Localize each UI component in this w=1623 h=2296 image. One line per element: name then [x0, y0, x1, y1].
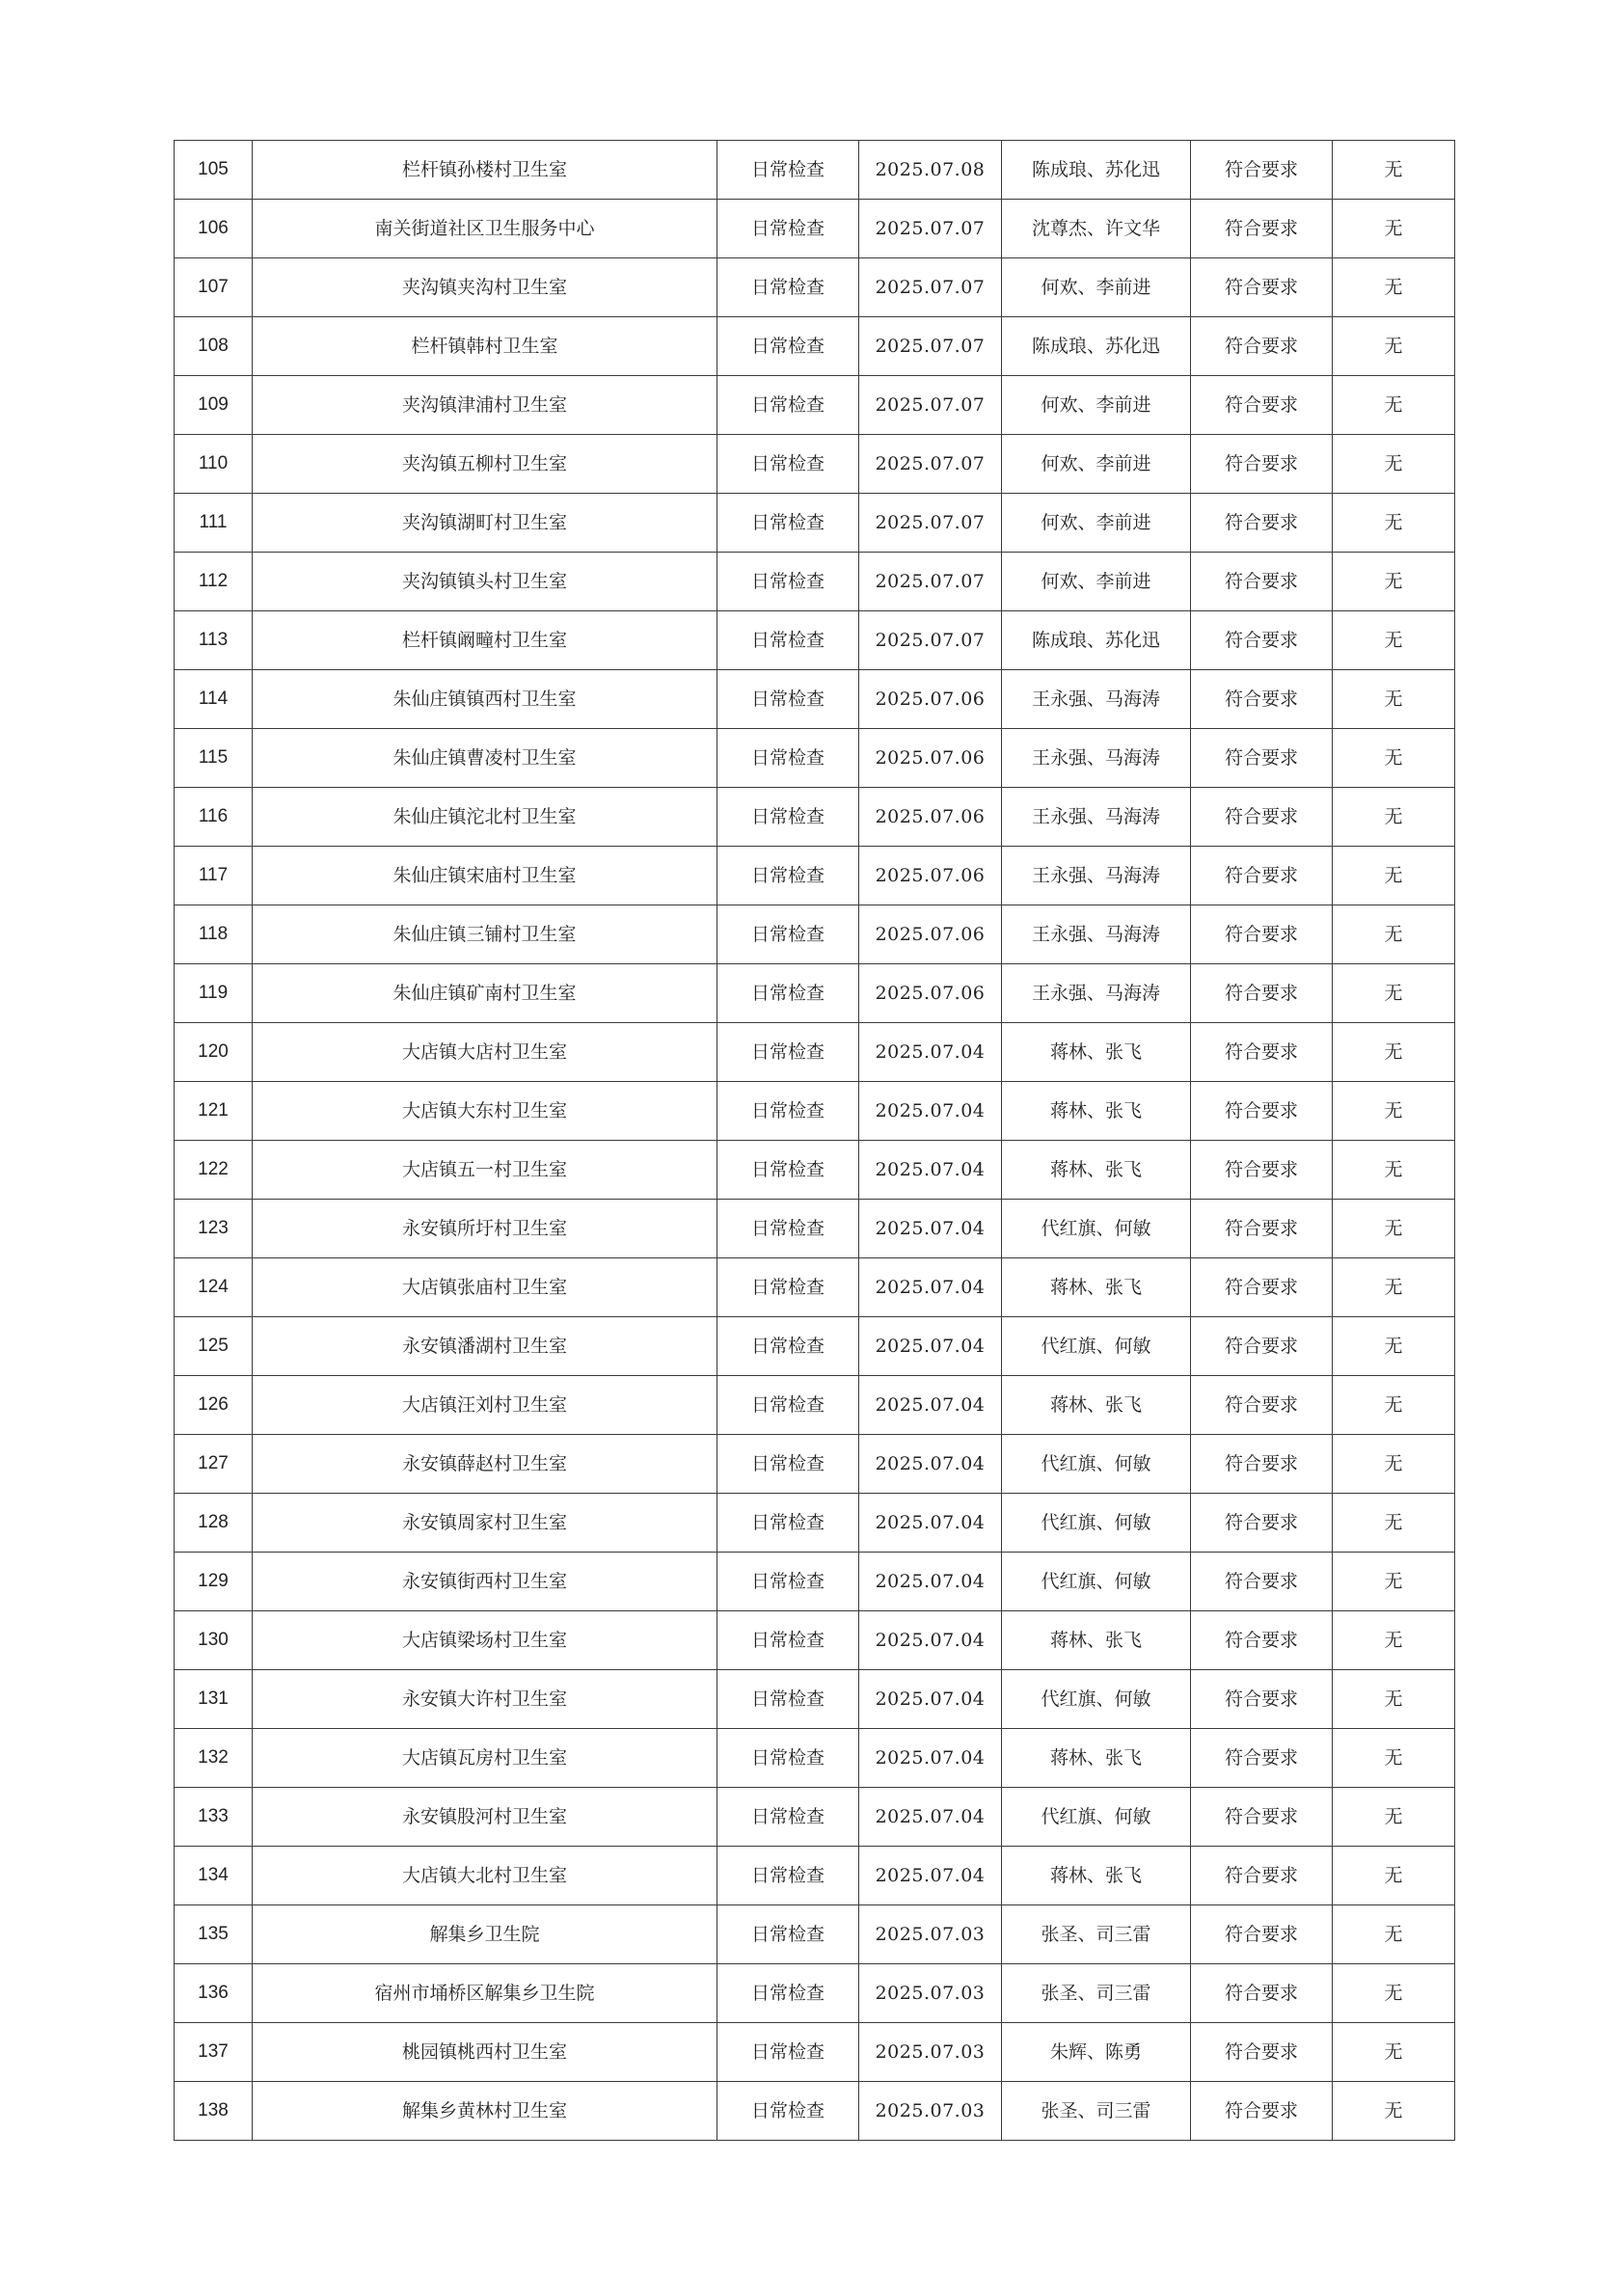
remarks: 无: [1333, 376, 1455, 435]
inspectors: 张圣、司三雷: [1002, 1964, 1191, 2023]
table-row: [175, 847, 1455, 905]
remarks: 无: [1333, 200, 1455, 258]
remarks: 无: [1333, 1023, 1455, 1082]
remarks: 无: [1333, 1376, 1455, 1435]
table-row: [175, 1729, 1455, 1788]
row-number: 129: [175, 1553, 253, 1611]
remarks: 无: [1333, 317, 1455, 376]
inspection-result: 符合要求: [1191, 1670, 1333, 1729]
inspectors: 代红旗、何敏: [1002, 1494, 1191, 1553]
inspection-date: 2025.07.07: [859, 317, 1002, 376]
inspection-date: 2025.07.06: [859, 905, 1002, 964]
inspectors: 陈成琅、苏化迅: [1002, 611, 1191, 670]
row-number: 105: [175, 141, 253, 200]
remarks: 无: [1333, 611, 1455, 670]
inspection-date: 2025.07.04: [859, 1494, 1002, 1553]
inspection-date: 2025.07.04: [859, 1082, 1002, 1141]
inspection-date: 2025.07.07: [859, 494, 1002, 553]
unit-name: 永安镇所圩村卫生室: [253, 1200, 717, 1258]
unit-name: 永安镇街西村卫生室: [253, 1553, 717, 1611]
inspection-result: 符合要求: [1191, 1905, 1333, 1964]
remarks: 无: [1333, 847, 1455, 905]
inspection-type: 日常检查: [717, 1905, 859, 1964]
unit-name: 夹沟镇五柳村卫生室: [253, 435, 717, 494]
remarks: 无: [1333, 1258, 1455, 1317]
row-number: 111: [175, 494, 253, 553]
row-number: 131: [175, 1670, 253, 1729]
row-number: 114: [175, 670, 253, 729]
table-row: [175, 1082, 1455, 1141]
remarks: 无: [1333, 1317, 1455, 1376]
unit-name: 永安镇周家村卫生室: [253, 1494, 717, 1553]
row-number: 137: [175, 2023, 253, 2082]
inspection-result: 符合要求: [1191, 1435, 1333, 1494]
unit-name: 永安镇大许村卫生室: [253, 1670, 717, 1729]
inspection-result: 符合要求: [1191, 1023, 1333, 1082]
inspection-result: 符合要求: [1191, 435, 1333, 494]
inspectors: 蒋林、张飞: [1002, 1082, 1191, 1141]
table-row: [175, 553, 1455, 611]
unit-name: 夹沟镇镇头村卫生室: [253, 553, 717, 611]
table-row: [175, 1200, 1455, 1258]
row-number: 123: [175, 1200, 253, 1258]
inspection-result: 符合要求: [1191, 200, 1333, 258]
inspection-type: 日常检查: [717, 1553, 859, 1611]
row-number: 107: [175, 258, 253, 317]
inspection-date: 2025.07.06: [859, 729, 1002, 788]
inspection-date: 2025.07.07: [859, 435, 1002, 494]
row-number: 120: [175, 1023, 253, 1082]
inspectors: 朱辉、陈勇: [1002, 2023, 1191, 2082]
inspection-result: 符合要求: [1191, 258, 1333, 317]
unit-name: 大店镇五一村卫生室: [253, 1141, 717, 1200]
inspection-type: 日常检查: [717, 611, 859, 670]
remarks: 无: [1333, 1788, 1455, 1847]
unit-name: 栏杆镇阚疃村卫生室: [253, 611, 717, 670]
inspection-result: 符合要求: [1191, 964, 1333, 1023]
remarks: 无: [1333, 2023, 1455, 2082]
remarks: 无: [1333, 1553, 1455, 1611]
inspectors: 蒋林、张飞: [1002, 1141, 1191, 1200]
table-row: [175, 1670, 1455, 1729]
inspection-date: 2025.07.06: [859, 964, 1002, 1023]
unit-name: 南关街道社区卫生服务中心: [253, 200, 717, 258]
inspection-date: 2025.07.04: [859, 1847, 1002, 1905]
remarks: 无: [1333, 141, 1455, 200]
inspection-date: 2025.07.07: [859, 376, 1002, 435]
unit-name: 桃园镇桃西村卫生室: [253, 2023, 717, 2082]
remarks: 无: [1333, 905, 1455, 964]
inspection-type: 日常检查: [717, 200, 859, 258]
inspectors: 沈尊杰、许文华: [1002, 200, 1191, 258]
remarks: 无: [1333, 1141, 1455, 1200]
inspection-type: 日常检查: [717, 1435, 859, 1494]
inspection-date: 2025.07.08: [859, 141, 1002, 200]
inspection-type: 日常检查: [717, 258, 859, 317]
inspection-type: 日常检查: [717, 1670, 859, 1729]
table-row: [175, 1494, 1455, 1553]
inspection-result: 符合要求: [1191, 788, 1333, 847]
table-row: [175, 435, 1455, 494]
inspectors: 王永强、马海涛: [1002, 847, 1191, 905]
inspectors: 何欢、李前进: [1002, 435, 1191, 494]
remarks: 无: [1333, 1964, 1455, 2023]
unit-name: 夹沟镇夹沟村卫生室: [253, 258, 717, 317]
inspection-date: 2025.07.06: [859, 847, 1002, 905]
table-row: [175, 1847, 1455, 1905]
inspection-date: 2025.07.04: [859, 1729, 1002, 1788]
inspection-date: 2025.07.03: [859, 1905, 1002, 1964]
unit-name: 朱仙庄镇曹凌村卫生室: [253, 729, 717, 788]
table-row: [175, 1964, 1455, 2023]
inspectors: 陈成琅、苏化迅: [1002, 317, 1191, 376]
inspection-result: 符合要求: [1191, 553, 1333, 611]
row-number: 119: [175, 964, 253, 1023]
table-row: [175, 1905, 1455, 1964]
remarks: 无: [1333, 1082, 1455, 1141]
inspection-result: 符合要求: [1191, 2023, 1333, 2082]
table-row: [175, 1553, 1455, 1611]
table-row: [175, 317, 1455, 376]
remarks: 无: [1333, 1905, 1455, 1964]
inspection-date: 2025.07.04: [859, 1611, 1002, 1670]
row-number: 113: [175, 611, 253, 670]
inspection-result: 符合要求: [1191, 317, 1333, 376]
inspection-type: 日常检查: [717, 670, 859, 729]
table-row: [175, 788, 1455, 847]
remarks: 无: [1333, 964, 1455, 1023]
remarks: 无: [1333, 1847, 1455, 1905]
remarks: 无: [1333, 729, 1455, 788]
inspectors: 蒋林、张飞: [1002, 1611, 1191, 1670]
inspection-date: 2025.07.06: [859, 670, 1002, 729]
unit-name: 大店镇梁场村卫生室: [253, 1611, 717, 1670]
remarks: 无: [1333, 1670, 1455, 1729]
inspection-type: 日常检查: [717, 1082, 859, 1141]
inspection-result: 符合要求: [1191, 729, 1333, 788]
unit-name: 解集乡黄林村卫生室: [253, 2082, 717, 2141]
inspection-type: 日常检查: [717, 729, 859, 788]
inspection-result: 符合要求: [1191, 141, 1333, 200]
inspection-date: 2025.07.04: [859, 1788, 1002, 1847]
inspection-type: 日常检查: [717, 435, 859, 494]
inspection-result: 符合要求: [1191, 1847, 1333, 1905]
remarks: 无: [1333, 1494, 1455, 1553]
row-number: 127: [175, 1435, 253, 1494]
inspectors: 蒋林、张飞: [1002, 1847, 1191, 1905]
inspection-date: 2025.07.06: [859, 788, 1002, 847]
table-row: [175, 1376, 1455, 1435]
row-number: 110: [175, 435, 253, 494]
row-number: 135: [175, 1905, 253, 1964]
row-number: 106: [175, 200, 253, 258]
inspection-date: 2025.07.04: [859, 1553, 1002, 1611]
inspection-type: 日常检查: [717, 1258, 859, 1317]
inspection-type: 日常检查: [717, 1023, 859, 1082]
inspection-date: 2025.07.07: [859, 200, 1002, 258]
inspectors: 张圣、司三雷: [1002, 1905, 1191, 1964]
inspection-date: 2025.07.03: [859, 2023, 1002, 2082]
table-row: [175, 1611, 1455, 1670]
inspectors: 代红旗、何敏: [1002, 1317, 1191, 1376]
inspection-date: 2025.07.04: [859, 1317, 1002, 1376]
inspection-result: 符合要求: [1191, 494, 1333, 553]
inspection-type: 日常检查: [717, 1317, 859, 1376]
inspectors: 王永强、马海涛: [1002, 729, 1191, 788]
inspection-type: 日常检查: [717, 1847, 859, 1905]
table-row: [175, 964, 1455, 1023]
row-number: 117: [175, 847, 253, 905]
unit-name: 大店镇汪刘村卫生室: [253, 1376, 717, 1435]
table-row: [175, 2023, 1455, 2082]
table-row: [175, 258, 1455, 317]
inspection-result: 符合要求: [1191, 1553, 1333, 1611]
inspection-result: 符合要求: [1191, 1494, 1333, 1553]
inspection-type: 日常检查: [717, 788, 859, 847]
row-number: 130: [175, 1611, 253, 1670]
table-row: [175, 1317, 1455, 1376]
unit-name: 朱仙庄镇宋庙村卫生室: [253, 847, 717, 905]
unit-name: 永安镇潘湖村卫生室: [253, 1317, 717, 1376]
inspection-type: 日常检查: [717, 553, 859, 611]
inspection-type: 日常检查: [717, 494, 859, 553]
inspection-result: 符合要求: [1191, 1788, 1333, 1847]
row-number: 134: [175, 1847, 253, 1905]
inspection-result: 符合要求: [1191, 1729, 1333, 1788]
remarks: 无: [1333, 670, 1455, 729]
row-number: 122: [175, 1141, 253, 1200]
inspection-result: 符合要求: [1191, 376, 1333, 435]
inspection-date: 2025.07.04: [859, 1376, 1002, 1435]
inspectors: 代红旗、何敏: [1002, 1435, 1191, 1494]
unit-name: 朱仙庄镇镇西村卫生室: [253, 670, 717, 729]
row-number: 124: [175, 1258, 253, 1317]
inspection-date: 2025.07.04: [859, 1023, 1002, 1082]
table-body: [175, 141, 1455, 2141]
table-row: [175, 611, 1455, 670]
inspection-type: 日常检查: [717, 2082, 859, 2141]
inspectors: 张圣、司三雷: [1002, 2082, 1191, 2141]
row-number: 126: [175, 1376, 253, 1435]
unit-name: 栏杆镇孙楼村卫生室: [253, 141, 717, 200]
table-row: [175, 2082, 1455, 2141]
row-number: 121: [175, 1082, 253, 1141]
row-number: 109: [175, 376, 253, 435]
remarks: 无: [1333, 2082, 1455, 2141]
inspectors: 王永强、马海涛: [1002, 964, 1191, 1023]
inspection-date: 2025.07.04: [859, 1670, 1002, 1729]
table-row: [175, 1023, 1455, 1082]
inspection-result: 符合要求: [1191, 1964, 1333, 2023]
row-number: 128: [175, 1494, 253, 1553]
inspection-type: 日常检查: [717, 1729, 859, 1788]
unit-name: 朱仙庄镇沱北村卫生室: [253, 788, 717, 847]
unit-name: 解集乡卫生院: [253, 1905, 717, 1964]
inspection-result: 符合要求: [1191, 2082, 1333, 2141]
inspection-result: 符合要求: [1191, 1200, 1333, 1258]
inspectors: 王永强、马海涛: [1002, 905, 1191, 964]
remarks: 无: [1333, 435, 1455, 494]
table-row: [175, 729, 1455, 788]
inspection-result: 符合要求: [1191, 847, 1333, 905]
inspectors: 王永强、马海涛: [1002, 670, 1191, 729]
inspection-type: 日常检查: [717, 376, 859, 435]
table-row: [175, 670, 1455, 729]
inspection-type: 日常检查: [717, 905, 859, 964]
inspection-result: 符合要求: [1191, 1611, 1333, 1670]
table-row: [175, 141, 1455, 200]
unit-name: 朱仙庄镇矿南村卫生室: [253, 964, 717, 1023]
inspection-type: 日常检查: [717, 141, 859, 200]
inspectors: 何欢、李前进: [1002, 494, 1191, 553]
inspection-table: [174, 140, 1455, 2141]
inspection-result: 符合要求: [1191, 1258, 1333, 1317]
inspectors: 蒋林、张飞: [1002, 1729, 1191, 1788]
inspection-date: 2025.07.03: [859, 1964, 1002, 2023]
inspection-type: 日常检查: [717, 1376, 859, 1435]
unit-name: 朱仙庄镇三铺村卫生室: [253, 905, 717, 964]
inspectors: 蒋林、张飞: [1002, 1023, 1191, 1082]
inspection-result: 符合要求: [1191, 1317, 1333, 1376]
table-row: [175, 200, 1455, 258]
inspectors: 代红旗、何敏: [1002, 1553, 1191, 1611]
inspection-date: 2025.07.07: [859, 553, 1002, 611]
inspection-type: 日常检查: [717, 1788, 859, 1847]
inspectors: 何欢、李前进: [1002, 258, 1191, 317]
inspectors: 代红旗、何敏: [1002, 1670, 1191, 1729]
unit-name: 大店镇大店村卫生室: [253, 1023, 717, 1082]
inspectors: 王永强、马海涛: [1002, 788, 1191, 847]
remarks: 无: [1333, 553, 1455, 611]
table-row: [175, 905, 1455, 964]
row-number: 116: [175, 788, 253, 847]
unit-name: 大店镇瓦房村卫生室: [253, 1729, 717, 1788]
inspectors: 代红旗、何敏: [1002, 1788, 1191, 1847]
inspection-result: 符合要求: [1191, 670, 1333, 729]
unit-name: 宿州市埇桥区解集乡卫生院: [253, 1964, 717, 2023]
inspection-date: 2025.07.04: [859, 1200, 1002, 1258]
row-number: 115: [175, 729, 253, 788]
inspection-type: 日常检查: [717, 1200, 859, 1258]
inspection-date: 2025.07.04: [859, 1435, 1002, 1494]
inspection-type: 日常检查: [717, 847, 859, 905]
inspection-type: 日常检查: [717, 2023, 859, 2082]
unit-name: 夹沟镇湖町村卫生室: [253, 494, 717, 553]
unit-name: 夹沟镇津浦村卫生室: [253, 376, 717, 435]
inspectors: 何欢、李前进: [1002, 553, 1191, 611]
inspection-date: 2025.07.04: [859, 1141, 1002, 1200]
remarks: 无: [1333, 1435, 1455, 1494]
inspection-result: 符合要求: [1191, 1376, 1333, 1435]
remarks: 无: [1333, 1729, 1455, 1788]
inspection-type: 日常检查: [717, 1494, 859, 1553]
inspection-record-sheet: [174, 140, 1454, 2141]
inspectors: 蒋林、张飞: [1002, 1258, 1191, 1317]
table-row: [175, 1435, 1455, 1494]
table-row: [175, 1258, 1455, 1317]
row-number: 136: [175, 1964, 253, 2023]
table-row: [175, 494, 1455, 553]
inspection-date: 2025.07.03: [859, 2082, 1002, 2141]
inspectors: 何欢、李前进: [1002, 376, 1191, 435]
row-number: 138: [175, 2082, 253, 2141]
table-row: [175, 1788, 1455, 1847]
unit-name: 大店镇大北村卫生室: [253, 1847, 717, 1905]
unit-name: 大店镇大东村卫生室: [253, 1082, 717, 1141]
unit-name: 永安镇股河村卫生室: [253, 1788, 717, 1847]
remarks: 无: [1333, 1611, 1455, 1670]
remarks: 无: [1333, 494, 1455, 553]
inspection-result: 符合要求: [1191, 611, 1333, 670]
inspection-result: 符合要求: [1191, 905, 1333, 964]
row-number: 112: [175, 553, 253, 611]
inspection-date: 2025.07.07: [859, 611, 1002, 670]
inspection-type: 日常检查: [717, 1611, 859, 1670]
unit-name: 永安镇薛赵村卫生室: [253, 1435, 717, 1494]
inspectors: 蒋林、张飞: [1002, 1376, 1191, 1435]
inspection-type: 日常检查: [717, 964, 859, 1023]
row-number: 118: [175, 905, 253, 964]
inspection-type: 日常检查: [717, 1141, 859, 1200]
inspection-result: 符合要求: [1191, 1082, 1333, 1141]
row-number: 125: [175, 1317, 253, 1376]
row-number: 108: [175, 317, 253, 376]
row-number: 132: [175, 1729, 253, 1788]
table-row: [175, 376, 1455, 435]
unit-name: 栏杆镇韩村卫生室: [253, 317, 717, 376]
table-row: [175, 1141, 1455, 1200]
inspection-type: 日常检查: [717, 1964, 859, 2023]
row-number: 133: [175, 1788, 253, 1847]
inspection-date: 2025.07.07: [859, 258, 1002, 317]
remarks: 无: [1333, 1200, 1455, 1258]
unit-name: 大店镇张庙村卫生室: [253, 1258, 717, 1317]
remarks: 无: [1333, 258, 1455, 317]
remarks: 无: [1333, 788, 1455, 847]
inspection-type: 日常检查: [717, 317, 859, 376]
inspection-date: 2025.07.04: [859, 1258, 1002, 1317]
inspection-result: 符合要求: [1191, 1141, 1333, 1200]
inspectors: 陈成琅、苏化迅: [1002, 141, 1191, 200]
inspectors: 代红旗、何敏: [1002, 1200, 1191, 1258]
